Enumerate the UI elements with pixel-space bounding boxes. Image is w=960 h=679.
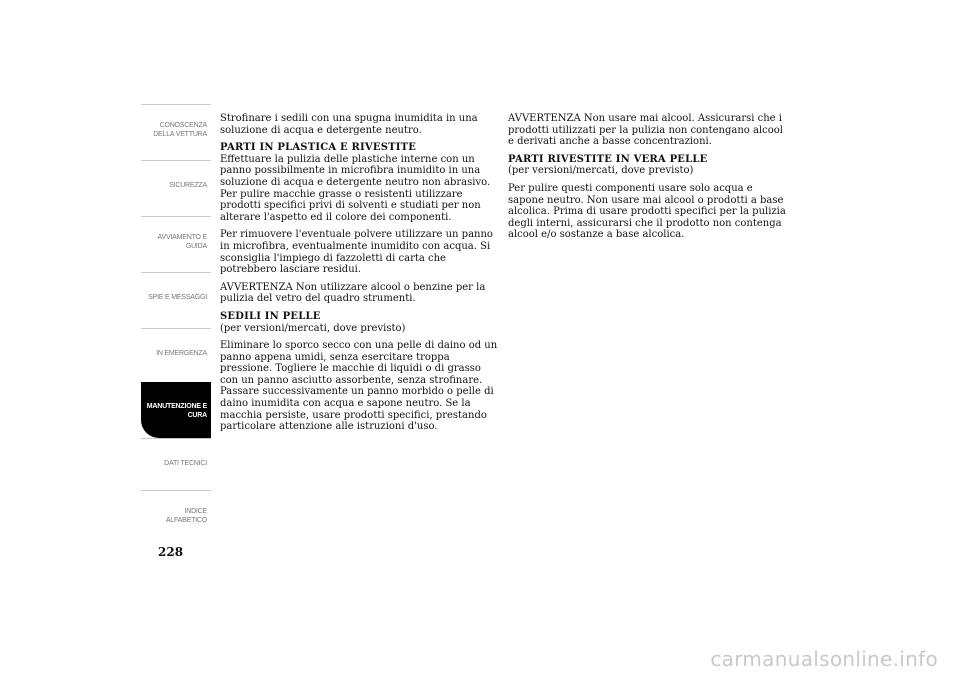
tab-label: MANUTENZIONE E CURA — [146, 402, 207, 419]
heading-parti-in-plastica: PARTI IN PLASTICA E RIVESTITE — [220, 142, 417, 154]
paragraph-avvertenza-alcool: AVVERTENZA Non usare mai alcool. Assicurarsi che i prodotti utilizzati per la pulizia non contengano alcool e derivati anche a basse concentrazioni. — [508, 113, 783, 148]
paragraph-polvere: Per rimuovere l'eventuale polvere utilizzare un panno in microfibra, eventualmente inumidito con acqua. Si sconsiglia l'impiego di fazzoletti di carta che potrebbero lasciare residui. — [220, 229, 493, 276]
tab-in-emergenza[interactable] — [141, 328, 211, 378]
tab-label: IN EMERGENZA — [156, 350, 207, 357]
paragraph-vera-pelle: Per pulire questi componenti usare solo acqua e sapone neutro. Non usare mai alcool o prodotti a base alcolica. Prima di usare prodotti specifici per la pulizia degli interni, assicurarsi che il prodotto non contenga alcool e/o sostanze a base alcolica. — [508, 182, 786, 241]
tab-label: SPIE E MESSAGGI — [148, 294, 207, 301]
tab-label: INDICE ALFABETICO — [165, 507, 207, 524]
tab-sicurezza[interactable] — [141, 160, 211, 210]
tab-manutenzione-e-cura[interactable] — [141, 382, 211, 438]
tab-label: SICUREZZA — [169, 182, 207, 189]
tab-avviamento-e-guida[interactable] — [141, 216, 211, 266]
chapter-sidebar — [141, 104, 211, 538]
subheading-versioni: (per versioni/mercati, dove previsto) — [220, 322, 406, 334]
tab-label: CONOSCENZA DELLA VETTURA — [153, 121, 207, 138]
tab-label: AVVIAMENTO E GUIDA — [157, 233, 207, 250]
tab-conoscenza-della-vettura[interactable] — [141, 104, 211, 154]
tab-dati-tecnici[interactable] — [141, 438, 211, 488]
subheading-versioni: (per versioni/mercati, dove previsto) — [508, 165, 694, 177]
heading-vera-pelle: PARTI RIVESTITE IN VERA PELLE — [508, 153, 708, 165]
watermark: carmanualsonline.info — [710, 647, 938, 671]
paragraph-sedili-pelle: Eliminare lo sporco secco con una pelle di daino od un panno appena umidi, senza esercitare troppa pressione. Togliere le macchie di liquidi o di grasso con un panno asciutto assorbente, senza strofinare. Passare successivamente un panno morbido o pelle di daino inumidita con acqua e sapone neutro. Se la macchia persiste, usare prodotti specifici, prestando particolare attenzione alle istruzioni d'uso. — [220, 340, 498, 433]
tab-indice-alfabetico[interactable] — [141, 490, 211, 540]
page-number: 228 — [158, 545, 184, 559]
paragraph-sedili-tessuto: Strofinare i sedili con una spugna inumidita in una soluzione di acqua e detergente neutro. — [220, 113, 478, 136]
heading-sedili-in-pelle: SEDILI IN PELLE — [220, 310, 321, 322]
paragraph-avvertenza-vetro: AVVERTENZA Non utilizzare alcool o benzine per la pulizia del vetro del quadro strumenti. — [220, 281, 486, 305]
paragraph-plastiche: Effettuare la pulizia delle plastiche interne con un panno possibilmente in microfibra inumidito in una soluzione di acqua e detergente neutro non abrasivo. Per pulire macchie grasse o resistenti utilizzare prodotti specifici privi di solventi e studiati per non alterare l'aspetto ed il colore dei componenti. — [220, 153, 491, 223]
tab-label: DATI TECNICI — [164, 460, 207, 467]
tab-spie-e-messaggi[interactable] — [141, 272, 211, 322]
right-text-column — [508, 113, 790, 247]
left-text-column — [220, 113, 502, 439]
